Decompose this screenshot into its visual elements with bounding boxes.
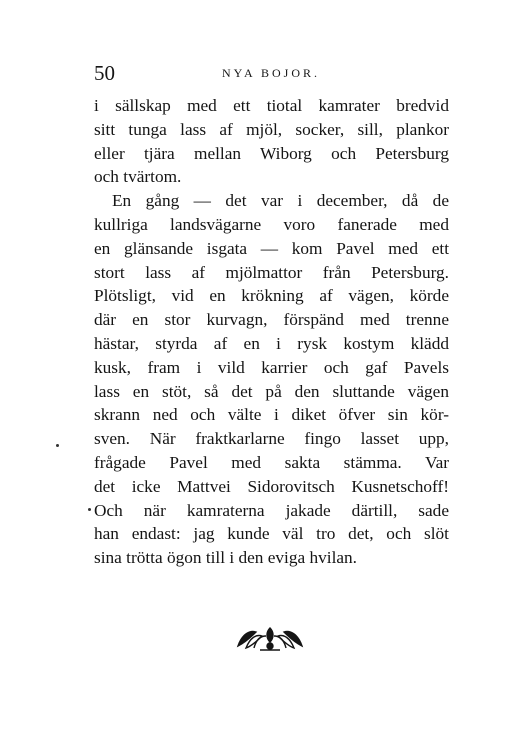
text-line: stort lass af mjölmattor från Petersburg. (94, 262, 449, 282)
text-line: frågade Pavel med sakta stämma. Var (94, 452, 449, 472)
text-line: eller tjära mellan Wiborg och Petersburg (94, 143, 449, 163)
text-line: kullriga landsvägarne voro fanerade med (94, 214, 449, 234)
text-line: En gång — det var i december, då de (112, 191, 449, 211)
text-line: där en stor kurvagn, förspänd med trenne (94, 310, 449, 330)
text-line: sitt tunga lass af mjöl, socker, sill, plankor (94, 119, 449, 139)
text-line: en glänsande isgata — kom Pavel med ett (94, 238, 449, 258)
text-line: Och när kamraterna jakade därtill, sade (94, 500, 449, 520)
text-line: kusk, fram i vild karrier och gaf Pavels (94, 357, 449, 377)
text-line: Plötsligt, vid en krökning af vägen, körde (94, 286, 449, 306)
text-line: hästar, styrda af en i rysk kostym klädd (94, 333, 449, 353)
text-line: sina trötta ögon till i den eviga hvilan. (94, 548, 358, 568)
text-line: lass en stöt, så det på den sluttande vägen (94, 381, 449, 401)
stray-mark (56, 444, 59, 447)
page-number: 50 (94, 61, 115, 85)
floral-vignette-icon (236, 624, 304, 652)
paragraph-1 (94, 94, 449, 189)
stray-mark (88, 508, 91, 511)
page-header (92, 62, 450, 84)
text-line: sven. När fraktkarlarne fingo lasset upp, (94, 429, 449, 449)
text-line: han endast: jag kunde väl tro det, och slöt (94, 524, 449, 544)
text-line: skrann ned och välte i diket öfver sin kör- (94, 405, 449, 425)
paragraph-2 (94, 189, 449, 570)
text-line: och tvärtom. (94, 167, 182, 187)
text-line: i sällskap med ett tiotal kamrater bredvid (94, 96, 449, 115)
text-line: det icke Mattvei Sidorovitsch Kusnetschoff! (94, 476, 449, 496)
running-head: NYA BOJOR. (221, 66, 320, 80)
body-text (94, 94, 449, 570)
